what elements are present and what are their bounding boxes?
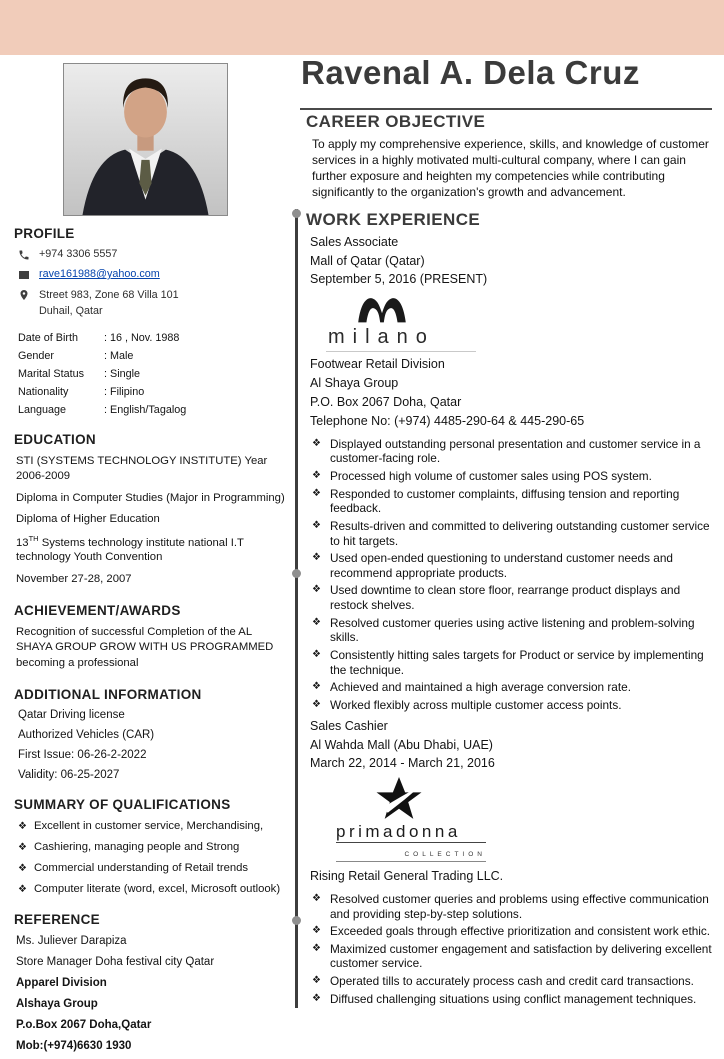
diamond-bullet-icon: ❖ xyxy=(312,992,321,1004)
job-org-info xyxy=(310,356,712,430)
detail-row xyxy=(18,368,288,380)
education-line: STI (SYSTEMS TECHNOLOGY INSTITUTE) Year 2006-2009 xyxy=(16,455,268,482)
detail-label: Date of Birth xyxy=(18,332,79,345)
job-title: Sales Cashier xyxy=(310,719,388,734)
primadonna-logo xyxy=(336,776,506,862)
education-line: Diploma in Computer Studies (Major in Programming) xyxy=(16,491,285,504)
reference-line: Mob:(+974)6630 1930 xyxy=(16,1039,132,1052)
email-icon xyxy=(18,269,30,281)
qualification-item: ❖ Excellent in customer service, Merchandising, xyxy=(18,820,264,833)
diamond-bullet-icon: ❖ xyxy=(312,552,321,564)
job-entry xyxy=(306,718,712,1006)
reference-line: Alshaya Group xyxy=(16,997,98,1010)
job-dates: March 22, 2014 - March 21, 2016 xyxy=(310,756,495,771)
additional-info-line: Validity: 06-25-2027 xyxy=(18,769,120,782)
milano-logo xyxy=(326,294,476,352)
detail-label: Language xyxy=(18,404,67,417)
header-divider-rule xyxy=(300,108,712,110)
diamond-bullet-icon: ❖ xyxy=(312,892,321,904)
duty-item: ❖ Resolved customer queries and problems using effective communication and providing step-by-step solutions. xyxy=(312,891,709,921)
primadonna-star-icon xyxy=(372,776,426,822)
diamond-bullet-icon: ❖ xyxy=(312,975,321,987)
career-objective-text: To apply my comprehensive experience, skills, and knowledge of customer services in a highly motivated multi-cultural company, where I can gain further exposure and heighten my competencies while contributing significantly to the organization's growth and advancement. xyxy=(312,137,709,200)
person-photo-placeholder xyxy=(64,64,227,215)
job-company: Mall of Qatar (Qatar) xyxy=(310,253,425,268)
org-line: Telephone No: (+974) 4485-290-64 & 445-290-65 xyxy=(310,413,585,428)
timeline-dot xyxy=(292,916,301,925)
job-dates: September 5, 2016 (PRESENT) xyxy=(310,272,488,287)
personal-details xyxy=(18,332,288,416)
additional-info-line: First Issue: 06-26-2-2022 xyxy=(18,749,147,762)
diamond-bullet-icon: ❖ xyxy=(312,487,321,499)
duty-item: ❖ Worked flexibly across multiple customer access points. xyxy=(312,697,622,712)
education-line: Diploma of Higher Education xyxy=(16,513,160,526)
qualifications-heading: SUMMARY OF QUALIFICATIONS xyxy=(14,797,231,813)
achievement-heading: ACHIEVEMENT/AWARDS xyxy=(14,602,181,618)
address-text xyxy=(39,288,179,319)
duty-item: ❖ Resolved customer queries using active listening and problem-solving skills. xyxy=(312,615,695,645)
qualification-item: ❖ Cashiering, managing people and Strong xyxy=(18,841,240,854)
qualification-item: ❖ Computer literate (word, excel, Microsoft outlook) xyxy=(18,882,281,895)
qualification-item: ❖ Commercial understanding of Retail trends xyxy=(18,861,249,874)
job-org-info xyxy=(310,868,712,885)
reference-line: Apparel Division xyxy=(16,976,107,989)
org-line: Rising Retail General Trading LLC. xyxy=(310,868,504,883)
job-entry xyxy=(306,234,712,712)
job-duties-list xyxy=(312,892,712,1006)
main-content xyxy=(306,112,712,1009)
detail-value: : Single xyxy=(104,368,141,381)
phone-row xyxy=(18,248,288,261)
additional-info-heading: ADDITIONAL INFORMATION xyxy=(14,687,202,703)
diamond-bullet-icon: ❖ xyxy=(312,616,321,628)
diamond-bullet-icon: ❖ xyxy=(312,681,321,693)
left-sidebar xyxy=(14,226,288,1059)
phone-number: +974 3306 5557 xyxy=(39,248,118,260)
detail-value: : English/Tagalog xyxy=(104,404,187,417)
additional-info-line: Qatar Driving license xyxy=(18,709,125,722)
detail-row xyxy=(18,404,288,416)
column-divider xyxy=(295,209,298,1008)
duty-item: ❖ Diffused challenging situations using conflict management techniques. xyxy=(312,991,697,1006)
diamond-bullet-icon: ❖ xyxy=(18,883,27,895)
diamond-bullet-icon: ❖ xyxy=(18,821,27,833)
job-company: Al Wahda Mall (Abu Dhabi, UAE) xyxy=(310,737,493,752)
duty-item: ❖ Processed high volume of customer sales using POS system. xyxy=(312,469,652,484)
primadonna-wordmark: primadonna xyxy=(336,821,461,841)
diamond-bullet-icon: ❖ xyxy=(312,437,321,449)
duty-item: ❖ Exceeded goals through effective prioritization and consistent work ethic. xyxy=(312,924,711,939)
duty-item: ❖ Maximized customer engagement and satisfaction by delivering excellent customer service. xyxy=(312,941,712,971)
detail-row xyxy=(18,350,288,362)
address-row xyxy=(18,288,288,319)
collection-row xyxy=(336,842,486,862)
org-line: Al Shaya Group xyxy=(310,375,399,390)
address-line-2: Duhail, Qatar xyxy=(39,304,103,317)
org-line: Footwear Retail Division xyxy=(310,356,445,371)
duty-item: ❖ Operated tills to accurately process cash and credit card transactions. xyxy=(312,974,694,989)
job-duties-list xyxy=(312,437,712,713)
duty-item: ❖ Achieved and maintained a high average conversion rate. xyxy=(312,680,631,695)
job-header xyxy=(310,234,712,288)
timeline-dot xyxy=(292,569,301,578)
duty-item: ❖ Used open-ended questioning to understand customer needs and recommend appropriate products. xyxy=(312,551,673,580)
diamond-bullet-icon: ❖ xyxy=(18,842,27,854)
qualifications-list xyxy=(18,819,288,896)
job-header xyxy=(310,718,712,772)
diamond-bullet-icon: ❖ xyxy=(312,925,321,937)
collection-wordmark: COLLECTION xyxy=(404,850,486,858)
achievement-text: Recognition of successful Completion of the AL SHAYA GROUP GROW WITH US PROGRAMMED becoming a professional xyxy=(16,625,274,669)
location-pin-icon xyxy=(18,289,30,301)
duty-item: ❖ Results-driven and committed to delivering outstanding customer service to hit targets. xyxy=(312,518,710,548)
candidate-name: Ravenal A. Dela Cruz xyxy=(301,54,640,91)
work-experience-heading: WORK EXPERIENCE xyxy=(306,210,481,230)
job-title: Sales Associate xyxy=(310,235,399,250)
milano-m-mark-icon xyxy=(340,294,424,326)
address-line-1: Street 983, Zone 68 Villa 101 xyxy=(39,289,179,301)
education-line: 13TH Systems technology institute national I.T technology Youth Convention xyxy=(16,533,244,564)
email-link[interactable]: rave161988@yahoo.com xyxy=(39,268,160,280)
additional-info-line: Authorized Vehicles (CAR) xyxy=(18,729,155,742)
detail-row xyxy=(18,386,288,398)
reference-line: P.o.Box 2067 Doha,Qatar xyxy=(16,1018,152,1031)
duty-item: ❖ Used downtime to clean store floor, rearrange product displays and restock shelves. xyxy=(312,583,681,613)
timeline-dot xyxy=(292,209,301,218)
profile-photo xyxy=(63,63,228,216)
diamond-bullet-icon: ❖ xyxy=(312,648,321,660)
diamond-bullet-icon: ❖ xyxy=(312,942,321,954)
detail-value: : Filipino xyxy=(104,386,145,399)
profile-heading: PROFILE xyxy=(14,226,75,241)
duty-item: ❖ Responded to customer complaints, diffusing tension and reporting feedback. xyxy=(312,486,680,516)
email-row xyxy=(18,268,288,281)
detail-label: Marital Status xyxy=(18,368,85,381)
education-line: November 27-28, 2007 xyxy=(16,573,132,586)
reference-heading: REFERENCE xyxy=(14,912,100,928)
diamond-bullet-icon: ❖ xyxy=(312,584,321,596)
detail-row xyxy=(18,332,288,344)
duty-item: ❖ Consistently hitting sales targets for Product or service by implementing the technique. xyxy=(312,647,704,677)
reference-line: Store Manager Doha festival city Qatar xyxy=(16,956,215,969)
diamond-bullet-icon: ❖ xyxy=(312,519,321,531)
diamond-bullet-icon: ❖ xyxy=(312,470,321,482)
header-band xyxy=(0,0,724,55)
reference-line: Ms. Juliever Darapiza xyxy=(16,935,127,948)
duty-item: ❖ Displayed outstanding personal presentation and customer service in a customer-facing role. xyxy=(312,436,701,466)
detail-label: Nationality xyxy=(18,386,69,399)
milano-wordmark: milano xyxy=(328,325,435,348)
phone-icon xyxy=(18,249,30,261)
education-heading: EDUCATION xyxy=(14,432,96,448)
diamond-bullet-icon: ❖ xyxy=(18,862,27,874)
detail-value: : 16 , Nov. 1988 xyxy=(104,332,180,345)
diamond-bullet-icon: ❖ xyxy=(312,698,321,710)
detail-label: Gender xyxy=(18,350,55,363)
detail-value: : Male xyxy=(104,350,134,363)
org-line: P.O. Box 2067 Doha, Qatar xyxy=(310,394,462,409)
career-objective-heading: CAREER OBJECTIVE xyxy=(306,112,486,131)
